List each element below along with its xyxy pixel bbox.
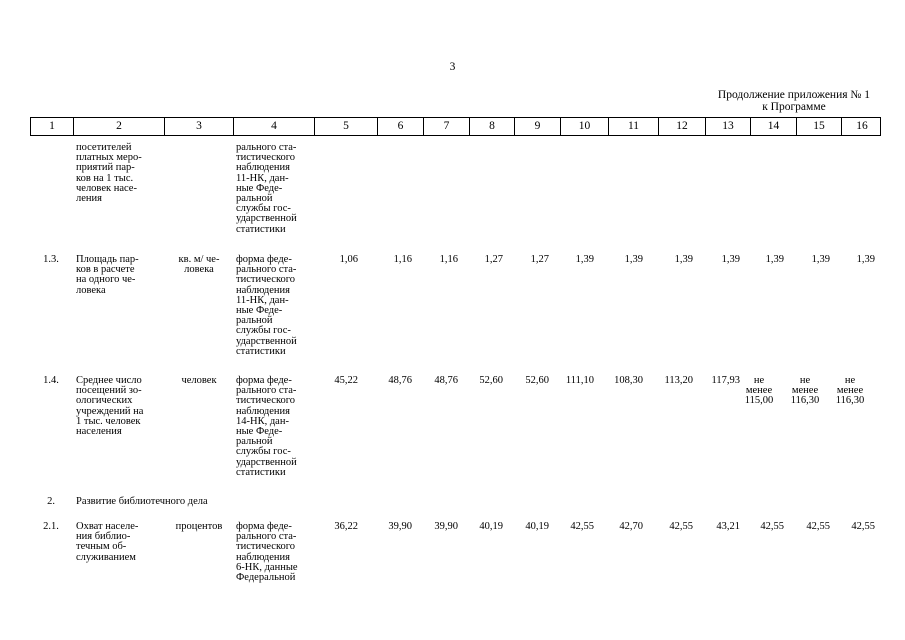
- row-cont-name: посетителей платных меро- приятий пар- ков на 1 тыс. человек насе- ления: [76, 142, 142, 205]
- row-r14-name: Среднее число посещений зо- ологических учреждений на 1 тыс. человек населения: [76, 375, 144, 438]
- table-header-row: [30, 117, 881, 136]
- row-r14-value-col11: 108,30: [614, 375, 643, 386]
- row-r21-number: 2.1.: [43, 521, 59, 532]
- row-r2-name: Развитие библиотечного дела: [76, 496, 208, 507]
- row-r14-value-col13: 117,93: [711, 375, 740, 386]
- row-r21-value-col11: 42,70: [619, 521, 643, 532]
- row-r13-value-col8: 1,27: [484, 254, 503, 265]
- row-r14-value-col15: не менее 116,30: [790, 375, 820, 407]
- row-r13-value-col11: 1,39: [624, 254, 643, 265]
- row-r21-value-col12: 42,55: [669, 521, 693, 532]
- header-col-2: 2: [74, 118, 165, 135]
- row-r13-value-col5: 1,06: [339, 254, 358, 265]
- row-r14-unit: человек: [181, 375, 217, 386]
- row-r14-value-col6: 48,76: [388, 375, 412, 386]
- row-r21-value-col6: 39,90: [388, 521, 412, 532]
- row-r14-value-col5: 45,22: [334, 375, 358, 386]
- row-r21-value-col14: 42,55: [760, 521, 784, 532]
- header-col-14: 14: [751, 118, 797, 135]
- header-col-15: 15: [797, 118, 842, 135]
- row-r13-value-col10: 1,39: [575, 254, 594, 265]
- row-r14-value-col12: 113,20: [664, 375, 693, 386]
- row-r13-value-col9: 1,27: [530, 254, 549, 265]
- row-r14-number: 1.4.: [43, 375, 59, 386]
- row-r14-value-col7: 48,76: [434, 375, 458, 386]
- header-col-13: 13: [706, 118, 751, 135]
- header-col-6: 6: [378, 118, 424, 135]
- row-r13-value-col15: 1,39: [811, 254, 830, 265]
- row-r21-name: Охват населе- ния библио- течным об- служиванием: [76, 521, 139, 563]
- row-r2-number: 2.: [47, 496, 55, 507]
- row-r13-value-col6: 1,16: [393, 254, 412, 265]
- row-r21-value-col5: 36,22: [334, 521, 358, 532]
- row-r21-value-col16: 42,55: [851, 521, 875, 532]
- header-col-7: 7: [424, 118, 470, 135]
- row-r13-value-col14: 1,39: [765, 254, 784, 265]
- row-r13-value-col13: 1,39: [721, 254, 740, 265]
- row-r13-value-col16: 1,39: [856, 254, 875, 265]
- continuation-line-1: Продолжение приложения № 1: [717, 89, 870, 101]
- header-col-11: 11: [609, 118, 659, 135]
- row-r21-unit: процентов: [175, 521, 223, 532]
- header-col-3: 3: [165, 118, 234, 135]
- header-col-5: 5: [315, 118, 378, 135]
- row-r13-value-col12: 1,39: [674, 254, 693, 265]
- row-r14-value-col16: не менее 116,30: [835, 375, 865, 407]
- continuation-title: [718, 90, 870, 113]
- row-r21-source: форма феде- рального ста- тистического наблюдения 6-НК, данные Федеральной: [236, 521, 298, 584]
- row-r21-value-col8: 40,19: [479, 521, 503, 532]
- header-col-10: 10: [561, 118, 609, 135]
- row-r13-number: 1.3.: [43, 254, 59, 265]
- header-col-4: 4: [234, 118, 315, 135]
- header-col-1: 1: [31, 118, 74, 135]
- row-r14-value-col14: не менее 115,00: [744, 375, 774, 407]
- header-col-9: 9: [515, 118, 561, 135]
- row-r13-value-col7: 1,16: [439, 254, 458, 265]
- row-r13-source: форма феде- рального ста- тистического наблюдения 11-НК, дан- ные Феде- ральной службы гос- ударственной статистики: [236, 254, 297, 357]
- header-col-12: 12: [659, 118, 706, 135]
- row-r21-value-col10: 42,55: [570, 521, 594, 532]
- row-cont-source: рального ста- тистического наблюдения 11-НК, дан- ные Феде- ральной службы гос- ударственной статистики: [236, 142, 297, 235]
- row-r13-name: Площадь пар- ков в расчете на одного че- ловека: [76, 254, 139, 296]
- row-r21-value-col15: 42,55: [806, 521, 830, 532]
- continuation-line-2: к Программе: [762, 100, 826, 113]
- page-number: 3: [449, 61, 456, 73]
- header-col-16: 16: [856, 120, 868, 132]
- row-r21-value-col13: 43,21: [716, 521, 740, 532]
- row-r14-source: форма феде- рального ста- тистического наблюдения 14-НК, дан- ные Феде- ральной службы гос- ударственной статистики: [236, 375, 297, 478]
- row-r14-value-col9: 52,60: [525, 375, 549, 386]
- header-col-8: 8: [470, 118, 515, 135]
- row-r14-value-col10: 111,10: [565, 375, 594, 386]
- row-r13-unit: кв. м/ че- ловека: [178, 254, 220, 276]
- row-r21-value-col7: 39,90: [434, 521, 458, 532]
- row-r14-value-col8: 52,60: [479, 375, 503, 386]
- row-r21-value-col9: 40,19: [525, 521, 549, 532]
